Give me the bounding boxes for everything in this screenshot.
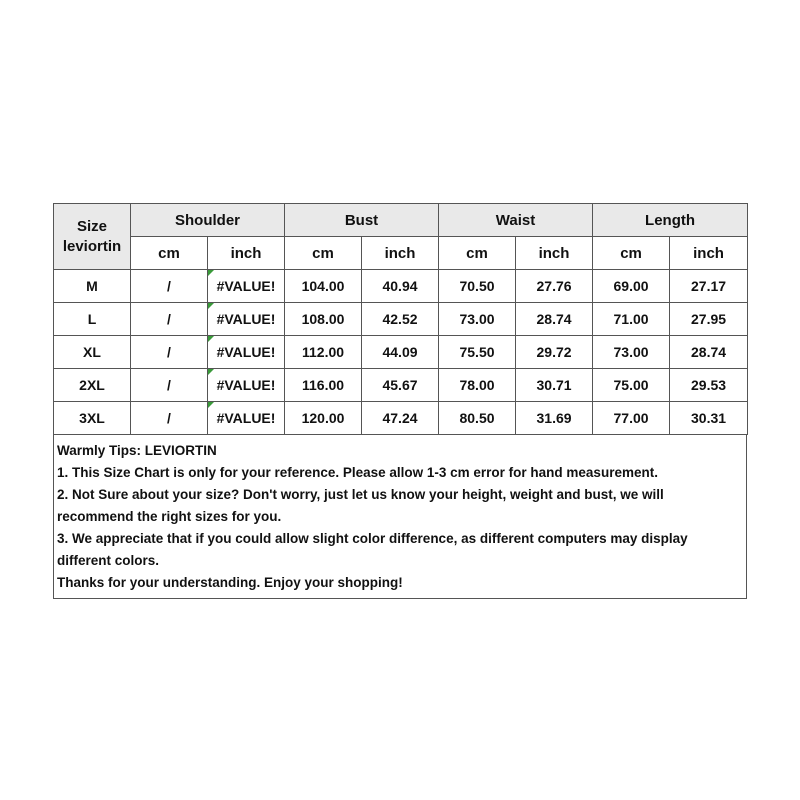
cell-value: #VALUE! <box>216 377 276 393</box>
cell-value: 42.52 <box>382 311 418 327</box>
table-cell <box>516 402 593 435</box>
cell-value: 75.50 <box>459 344 495 360</box>
table-cell <box>516 303 593 336</box>
table-cell <box>516 369 593 402</box>
table-cell <box>131 270 208 303</box>
size-header <box>54 204 131 270</box>
cell-value: 27.17 <box>691 278 727 294</box>
table-cell <box>362 369 439 402</box>
cell-value: 112.00 <box>301 344 345 360</box>
cell-value: / <box>167 344 171 360</box>
cell-value: 77.00 <box>613 410 649 426</box>
size-cell: M <box>54 270 131 303</box>
table-cell <box>362 402 439 435</box>
size-cell: 2XL <box>54 369 131 402</box>
cell-value: 47.24 <box>382 410 418 426</box>
cell-value: 30.31 <box>691 410 727 426</box>
table-cell <box>285 369 362 402</box>
tips-title: Warmly Tips: LEVIORTIN <box>57 443 217 458</box>
table-cell <box>362 303 439 336</box>
unit-header: inch <box>516 237 593 270</box>
cell-value: 31.69 <box>536 410 572 426</box>
cell-value: 73.00 <box>459 311 495 327</box>
size-cell: L <box>54 303 131 336</box>
table-cell <box>670 402 748 435</box>
cell-value: 29.53 <box>691 377 727 393</box>
size-chart <box>53 203 747 599</box>
cell-value: 30.71 <box>536 377 572 393</box>
cell-value: 116.00 <box>301 377 345 393</box>
error-marker-icon <box>208 270 214 276</box>
table-cell <box>131 303 208 336</box>
cell-value: / <box>167 311 171 327</box>
table-cell <box>131 336 208 369</box>
unit-header: cm <box>593 237 670 270</box>
cell-value: 120.00 <box>301 410 345 426</box>
group-header-shoulder: Shoulder <box>131 204 285 237</box>
table-cell <box>208 303 285 336</box>
cell-value: 75.00 <box>613 377 649 393</box>
table-cell <box>593 336 670 369</box>
group-header-waist: Waist <box>439 204 593 237</box>
table-cell <box>131 369 208 402</box>
table-cell <box>362 270 439 303</box>
error-marker-icon <box>208 303 214 309</box>
cell-value: 27.76 <box>536 278 572 294</box>
error-marker-icon <box>208 402 214 408</box>
size-cell: 3XL <box>54 402 131 435</box>
unit-header: inch <box>208 237 285 270</box>
cell-value: 28.74 <box>536 311 572 327</box>
table-cell <box>131 402 208 435</box>
cell-value: 108.00 <box>301 311 345 327</box>
table-cell <box>670 270 748 303</box>
table-row <box>54 303 748 336</box>
cell-value: / <box>167 278 171 294</box>
error-marker-icon <box>208 369 214 375</box>
header-group-row <box>54 204 748 237</box>
table-cell <box>593 270 670 303</box>
tips-line-1: 1. This Size Chart is only for your reference. Please allow 1-3 cm error for hand measurement. <box>57 465 658 480</box>
cell-value: 71.00 <box>613 311 649 327</box>
table-cell <box>439 303 516 336</box>
cell-value: 45.67 <box>382 377 418 393</box>
table-row <box>54 369 748 402</box>
cell-value: 29.72 <box>536 344 572 360</box>
table-cell <box>439 402 516 435</box>
table-cell <box>516 270 593 303</box>
tips-line-3: 3. We appreciate that if you could allow slight color difference, as different computers may display different colors. <box>57 531 688 568</box>
table-cell <box>208 369 285 402</box>
unit-header: cm <box>285 237 362 270</box>
size-header-line1: Size <box>76 217 107 235</box>
cell-value: #VALUE! <box>216 344 276 360</box>
table-cell <box>593 303 670 336</box>
cell-value: 27.95 <box>691 311 727 327</box>
table-cell <box>670 369 748 402</box>
cell-value: 73.00 <box>613 344 649 360</box>
cell-value: 69.00 <box>613 278 649 294</box>
table-cell <box>439 369 516 402</box>
cell-value: 40.94 <box>382 278 418 294</box>
table-cell <box>208 402 285 435</box>
size-cell: XL <box>54 336 131 369</box>
table-cell <box>285 336 362 369</box>
cell-value: 28.74 <box>691 344 727 360</box>
table-cell <box>285 270 362 303</box>
table-row <box>54 336 748 369</box>
tips-line-2: 2. Not Sure about your size? Don't worry, just let us know your height, weight and bust, we will recommend the right sizes for you. <box>57 487 664 524</box>
table-row <box>54 270 748 303</box>
cell-value: 104.00 <box>301 278 345 294</box>
table-cell <box>285 402 362 435</box>
unit-header: inch <box>362 237 439 270</box>
size-table-body <box>54 270 748 435</box>
unit-header: cm <box>439 237 516 270</box>
unit-header: inch <box>670 237 748 270</box>
cell-value: #VALUE! <box>216 311 276 327</box>
cell-value: #VALUE! <box>216 410 276 426</box>
error-marker-icon <box>208 336 214 342</box>
table-cell <box>208 336 285 369</box>
table-cell <box>439 270 516 303</box>
cell-value: #VALUE! <box>216 278 276 294</box>
table-cell <box>593 402 670 435</box>
cell-value: 44.09 <box>382 344 418 360</box>
group-header-length: Length <box>593 204 748 237</box>
cell-value: 70.50 <box>459 278 495 294</box>
cell-value: 80.50 <box>459 410 495 426</box>
tips-box <box>53 435 747 599</box>
group-header-bust: Bust <box>285 204 439 237</box>
header-unit-row <box>54 237 748 270</box>
table-cell <box>516 336 593 369</box>
table-cell <box>670 303 748 336</box>
size-table <box>53 203 748 435</box>
table-cell <box>593 369 670 402</box>
tips-closing: Thanks for your understanding. Enjoy your shopping! <box>57 575 403 590</box>
cell-value: 78.00 <box>459 377 495 393</box>
table-cell <box>208 270 285 303</box>
unit-header: cm <box>131 237 208 270</box>
table-cell <box>362 336 439 369</box>
cell-value: / <box>167 377 171 393</box>
table-cell <box>439 336 516 369</box>
cell-value: / <box>167 410 171 426</box>
size-header-line2: leviortin <box>62 237 122 255</box>
table-cell <box>670 336 748 369</box>
table-row <box>54 402 748 435</box>
table-cell <box>285 303 362 336</box>
